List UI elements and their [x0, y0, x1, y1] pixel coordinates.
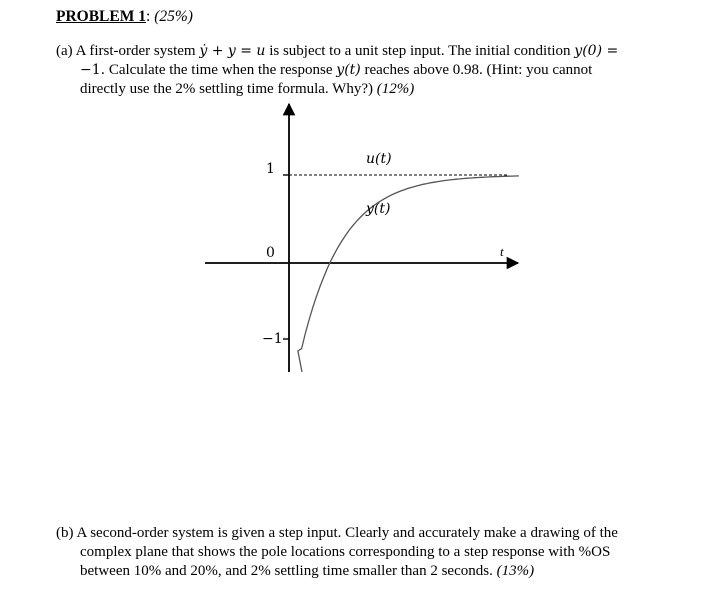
part-a-tag: (a) [56, 43, 73, 59]
tick-label-one: 1 [266, 161, 275, 177]
problem-title-separator: : [146, 8, 155, 25]
system-equation: ẏ + y = u [199, 43, 266, 59]
problem-weight: (25%) [154, 8, 193, 25]
part-b-text [56, 524, 618, 581]
y-label: y(t) [366, 201, 391, 217]
part-a-line-2: −1. Calculate the time when the response y(t) reaches above 0.98. (Hint: you cannot [80, 62, 593, 78]
part-a-line-3: directly use the 2% settling time formula. Why?) (12%) [80, 81, 415, 97]
problem-title: PROBLEM 1 [56, 8, 146, 25]
tick-label-zero: 0 [266, 245, 275, 261]
u-label: u(t) [366, 151, 392, 167]
initial-condition: y(0) = [574, 43, 619, 59]
part-b-line-3: between 10% and 20%, and 2% settling time smaller than 2 seconds. (13%) [80, 563, 535, 579]
y-response-curve [298, 176, 519, 372]
response-symbol: y(t) [336, 62, 361, 78]
t-axis-label: t [500, 244, 504, 259]
part-a-points: (12%) [376, 81, 415, 97]
part-b-tag: (b) [56, 525, 74, 541]
initial-value: −1. [80, 62, 106, 78]
part-b-line-2: complex plane that shows the pole locations corresponding to a step response with %OS [80, 544, 611, 560]
part-a-line-1: (a) A first-order system ẏ + y = u is subject to a unit step input. The initial condition y(0) = [56, 43, 619, 59]
tick-label-neg-one: −1 [262, 331, 283, 347]
part-b-line-1: (b) A second-order system is given a step input. Clearly and accurately make a drawing of the [56, 525, 618, 541]
part-b-points: (13%) [496, 563, 535, 579]
